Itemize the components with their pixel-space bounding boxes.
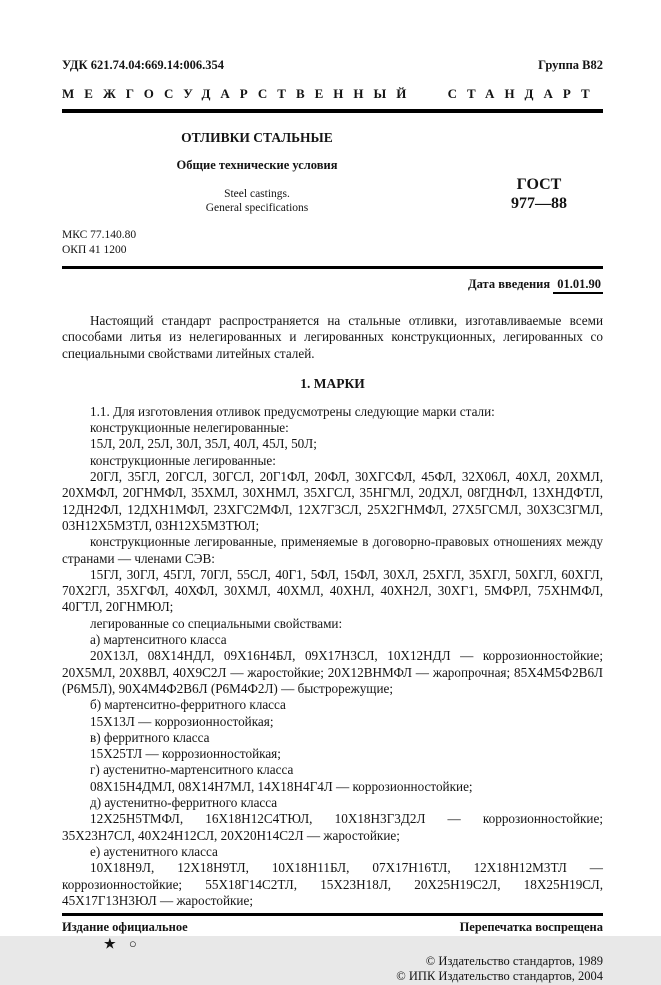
grades-paragraph: 15Л, 20Л, 25Л, 30Л, 35Л, 40Л, 45Л, 50Л;	[90, 436, 317, 452]
grades-paragraph: 10Х18Н9Л, 12Х18Н9ТЛ, 10Х18Н11БЛ, 07Х17Н16ТЛ, 12Х18Н12М3ТЛ — коррозионностойкие; 55Х18Г14С2ТЛ, 15Х23Н18Л, 20Х25Н19С2Л, 18Х25Н19СЛ, 45Х17Г13Н3ЮЛ — жаростойкие;	[62, 860, 603, 908]
intro-block	[62, 313, 603, 362]
grades-paragraph: 15ГЛ, 30ГЛ, 45ГЛ, 70ГЛ, 55СЛ, 40Г1, 5ФЛ, 15ФЛ, 30ХЛ, 25ХГЛ, 35ХГЛ, 50ХГЛ, 60ХГЛ, 70Х2ГЛ, 35ХГФЛ, 40ХФЛ, 30ХМЛ, 40ХМЛ, 40ХНЛ, 40ХН2Л, 30ХГ1, 5МФРЛ, 75ХНМФЛ, 40ГТЛ, 20ГНМЮЛ;	[62, 566, 603, 615]
copyright-line-1989: © Издательство стандартов, 1989	[425, 953, 603, 968]
grades-paragraph: 20ГЛ, 35ГЛ, 20ГСЛ, 30ГСЛ, 20Г1ФЛ, 20ФЛ, 30ХГСФЛ, 45ФЛ, 32Х06Л, 40ХЛ, 20ХМЛ, 20ХМФЛ, 20ГНМФЛ, 35ХМЛ, 30ХНМЛ, 35ХГСЛ, 35НГМЛ, 20ДХЛ, 08ГДНФЛ, 13ХНДФТЛ, 12ДН2ФЛ, 12ДХН1МФЛ, 23ХГС2МФЛ, 12Х7Г3СЛ, 25Х2ГНМФЛ, 27Х5ГСМЛ, 30Х3С3ГМЛ, 03Н12Х5М3ТЛ, 03Н12Х5М3ТЮЛ;	[62, 469, 603, 533]
effective-date-label: Дата введения	[468, 277, 551, 291]
grades-paragraph: б) мартенситно-ферритного класса	[90, 697, 286, 713]
copyright-line-2004: © ИПК Издательство стандартов, 2004	[396, 969, 603, 984]
section-body	[62, 404, 603, 909]
title-english-line1: Steel castings.	[224, 188, 290, 200]
top-divider-rule	[62, 109, 603, 113]
grades-paragraph: д) аустенитно-ферритного класса	[90, 795, 278, 811]
edition-star-icon: ★	[104, 935, 116, 951]
grades-paragraph: 1.1. Для изготовления отливок предусмотрены следующие марки стали:	[90, 403, 495, 419]
title-area	[62, 130, 603, 258]
intro-paragraph: Настоящий стандарт распространяется на стальные отливки, изготавливаемые всеми способами литья из нелегированных и легированных конструкционных, легированных со специальными свойствами литейных сталей.	[62, 313, 603, 361]
mks-code: МКС 77.140.80	[62, 229, 137, 241]
udk-code: УДК 621.74.04:669.14:006.354	[62, 58, 225, 72]
title-english-line2: General specifications	[205, 202, 309, 214]
edition-marks	[104, 936, 603, 952]
grades-paragraph: конструкционные легированные, применяемые в договорно-правовых отношениях между странами — членами СЭВ:	[62, 534, 603, 566]
effective-date-line	[62, 277, 603, 292]
grades-paragraph: г) аустенитно-мартенситного класса	[90, 762, 294, 778]
okp-code: ОКП 41 1200	[62, 243, 127, 256]
copyright-block	[62, 954, 603, 985]
gost-label: ГОСТ	[516, 176, 562, 193]
top-row	[62, 58, 603, 73]
gost-number: 977—88	[511, 195, 567, 212]
title-column	[62, 130, 452, 215]
group-code: Группа В82	[538, 58, 603, 72]
section-heading: 1. МАРКИ	[300, 375, 365, 391]
grades-paragraph: в) ферритного класса	[90, 729, 210, 745]
footer-divider-rule	[62, 913, 603, 916]
edition-circle-icon: ○	[128, 935, 137, 951]
document-subtitle: Общие технические условия	[176, 158, 338, 172]
standard-kind-heading: МЕЖГОСУДАРСТВЕННЫЙ СТАНДАРТ	[62, 86, 600, 101]
grades-paragraph: 15Х13Л — коррозионностойкая;	[90, 713, 274, 729]
second-divider-rule	[62, 266, 603, 269]
grades-paragraph: 15Х25ТЛ — коррозионностойкая;	[90, 746, 281, 762]
grades-paragraph: 12Х25Н5ТМФЛ, 16Х18Н12С4ТЮЛ, 10Х18Н3Г3Д2Л — коррозионностойкие; 35Х23Н7СЛ, 40Х24Н12СЛ, 20Х20Н14С2Л — жаростойкие;	[62, 811, 603, 843]
grades-paragraph: конструкционные нелегированные:	[90, 420, 289, 436]
grades-paragraph: е) аустенитного класса	[90, 843, 218, 859]
reprint-notice: Перепечатка воспрещена	[459, 919, 603, 934]
official-edition-label: Издание официальное	[62, 919, 188, 934]
classification-codes	[62, 228, 603, 257]
document-title: ОТЛИВКИ СТАЛЬНЫЕ	[181, 130, 333, 145]
grades-paragraph: конструкционные легированные:	[90, 452, 276, 468]
document-title-english	[62, 187, 452, 215]
effective-date-value: 01.01.90	[553, 277, 603, 294]
grades-paragraph: легированные со специальными свойствами:	[90, 615, 343, 631]
footer-row	[62, 920, 603, 935]
grades-paragraph: а) мартенситного класса	[90, 632, 227, 648]
grades-paragraph: 20Х13Л, 08Х14НДЛ, 09Х16Н4БЛ, 09Х17Н3СЛ, 10Х12НДЛ — коррозионностойкие; 20Х5МЛ, 20Х8ВЛ, 40Х9С2Л — жаростойкие; 20Х12ВНМФЛ — жаропрочная; 85Х4М5Ф2В6Л (Р6М5Л), 90Х4М4Ф2В6Л (Р6М4Ф2Л) — быстрорежущие;	[62, 648, 603, 696]
grades-paragraph: 08Х15Н4ДМЛ, 08Х14Н7МЛ, 14Х18Н4Г4Л — коррозионностойкие;	[90, 778, 473, 794]
gost-designation	[511, 175, 567, 213]
